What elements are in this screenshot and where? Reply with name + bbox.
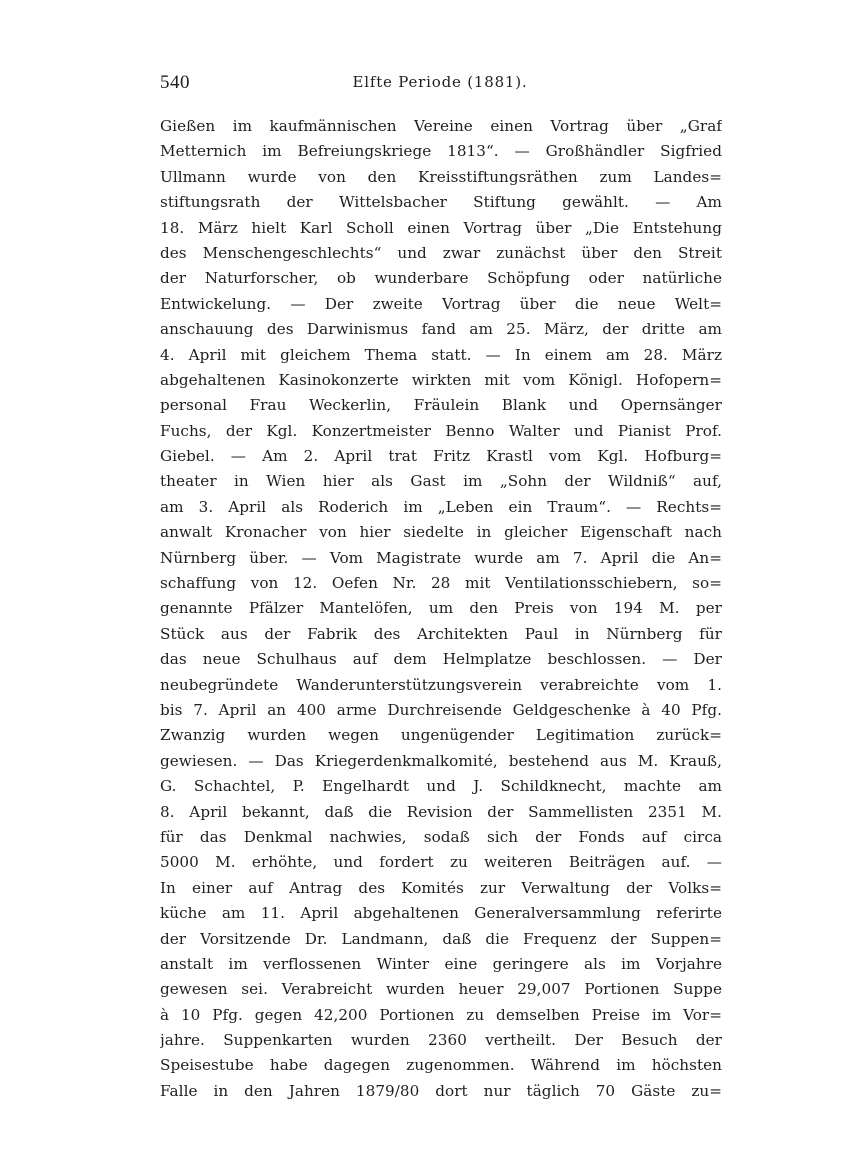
text-line: jahre. Suppenkarten wurden 2360 vertheilt. Der Besuch der bbox=[160, 1031, 722, 1050]
text-line: das neue Schulhaus auf dem Helmplatze beschlossen. — Der bbox=[160, 650, 722, 669]
text-line: genannte Pfälzer Mantelöfen, um den Preis von 194 M. per bbox=[160, 599, 722, 618]
text-line: à 10 Pfg. gegen 42,200 Portionen zu demselben Preise im Vor= bbox=[160, 1005, 722, 1024]
text-line: für das Denkmal nachwies, sodaß sich der Fonds auf circa bbox=[160, 827, 722, 846]
page-header bbox=[160, 72, 720, 98]
text-line: Nürnberg über. — Vom Magistrate wurde am 7. April die An= bbox=[160, 548, 722, 567]
text-line: personal Frau Weckerlin, Fräulein Blank und Opernsänger bbox=[160, 396, 722, 415]
text-line: Metternich im Befreiungskriege 1813“. — Großhändler Sigfried bbox=[160, 142, 722, 161]
running-head: Elfte Periode (1881). bbox=[352, 73, 528, 91]
text-line: anschauung des Darwinismus fand am 25. März, der dritte am bbox=[160, 320, 722, 339]
text-line: 4. April mit gleichem Thema statt. — In einem am 28. März bbox=[160, 345, 722, 364]
text-line: In einer auf Antrag des Komités zur Verwaltung der Volks= bbox=[160, 878, 722, 897]
text-line: Entwickelung. — Der zweite Vortrag über die neue Welt= bbox=[160, 294, 722, 313]
text-line: der Naturforscher, ob wunderbare Schöpfung oder natürliche bbox=[160, 269, 722, 288]
text-line: Fuchs, der Kgl. Konzertmeister Benno Walter und Pianist Prof. bbox=[160, 421, 722, 440]
text-line: küche am 11. April abgehaltenen Generalversammlung referirte bbox=[160, 904, 722, 923]
text-line: Falle in den Jahren 1879/80 dort nur täglich 70 Gäste zu= bbox=[160, 1081, 722, 1100]
text-line: anstalt im verflossenen Winter eine geringere als im Vorjahre bbox=[160, 954, 722, 973]
text-line: der Vorsitzende Dr. Landmann, daß die Frequenz der Suppen= bbox=[160, 929, 722, 948]
text-line: 5000 M. erhöhte, und fordert zu weiteren Beiträgen auf. — bbox=[160, 853, 722, 872]
text-line: des Menschengeschlechts“ und zwar zunächst über den Streit bbox=[160, 243, 722, 262]
text-line: schaffung von 12. Oefen Nr. 28 mit Ventilationsschiebern, so= bbox=[160, 574, 722, 593]
text-line: Speisestube habe dagegen zugenommen. Während im höchsten bbox=[160, 1056, 722, 1075]
text-line: Ullmann wurde von den Kreisstiftungsräthen zum Landes= bbox=[160, 167, 722, 186]
text-line: 8. April bekannt, daß die Revision der Sammellisten 2351 M. bbox=[160, 802, 722, 821]
text-line: gewiesen. — Das Kriegerdenkmalkomité, bestehend aus M. Krauß, bbox=[160, 751, 722, 770]
text-line: Giebel. — Am 2. April trat Fritz Krastl vom Kgl. Hofburg= bbox=[160, 447, 722, 466]
text-line: bis 7. April an 400 arme Durchreisende Geldgeschenke à 40 Pfg. bbox=[160, 700, 722, 719]
text-line: stiftungsrath der Wittelsbacher Stiftung gewählt. — Am bbox=[160, 193, 722, 212]
text-line: Stück aus der Fabrik des Architekten Paul in Nürnberg für bbox=[160, 624, 722, 643]
text-line: neubegründete Wanderunterstützungsverein verabreichte vom 1. bbox=[160, 675, 722, 694]
text-line: anwalt Kronacher von hier siedelte in gleicher Eigenschaft nach bbox=[160, 523, 722, 542]
text-line: theater in Wien hier als Gast im „Sohn der Wildniß“ auf, bbox=[160, 472, 722, 491]
page-number: 540 bbox=[160, 72, 190, 93]
text-line: Gießen im kaufmännischen Vereine einen Vortrag über „Graf bbox=[160, 117, 722, 135]
text-line: abgehaltenen Kasinokonzerte wirkten mit vom Königl. Hofopern= bbox=[160, 370, 722, 389]
text-line: 18. März hielt Karl Scholl einen Vortrag über „Die Entstehung bbox=[160, 218, 722, 237]
text-line: am 3. April als Roderich im „Leben ein Traum“. — Rechts= bbox=[160, 497, 722, 516]
text-line: gewesen sei. Verabreicht wurden heuer 29,007 Portionen Suppe bbox=[160, 980, 722, 999]
text-line: G. Schachtel, P. Engelhardt und J. Schildknecht, machte am bbox=[160, 777, 722, 796]
text-line: Zwanzig wurden wegen ungenügender Legitimation zurück= bbox=[160, 726, 722, 745]
body-text bbox=[160, 114, 722, 1104]
